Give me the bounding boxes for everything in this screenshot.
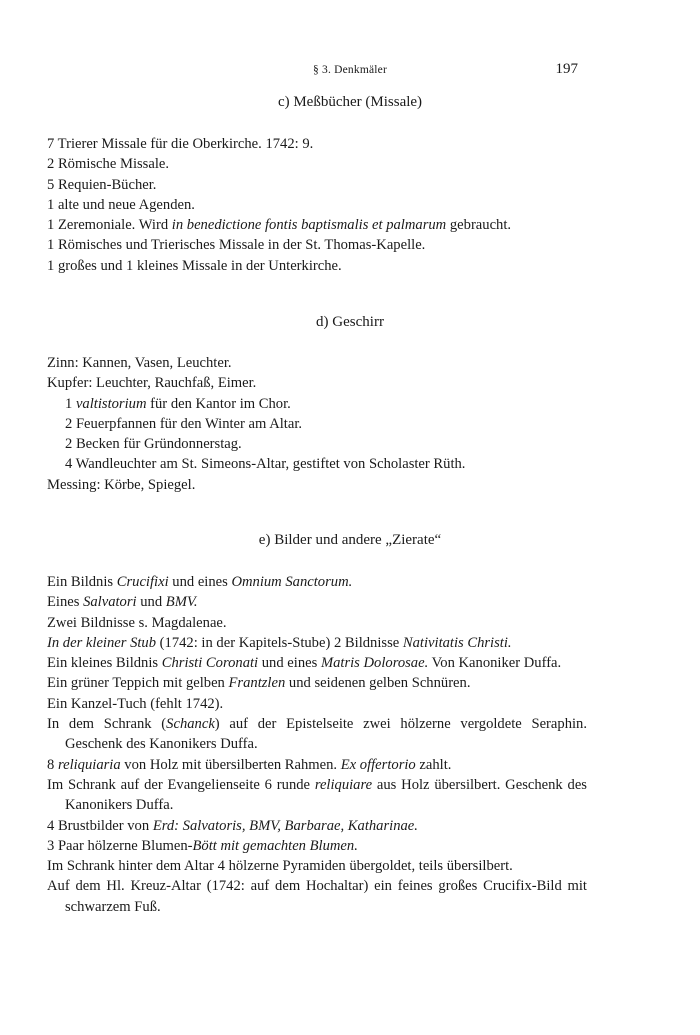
entry-text: 1 alte und neue Agenden. xyxy=(47,196,195,213)
entry-text: Eines xyxy=(47,594,84,611)
inventory-entry xyxy=(47,454,587,474)
latin-term: in benedictione fontis baptismalis et palmarum xyxy=(171,217,447,234)
latin-term: Schanck xyxy=(166,716,215,733)
entry-text: 7 Trierer Missale für die Oberkirche. 1742: 9. xyxy=(47,136,314,152)
entry-text: Ein Bildnis xyxy=(47,574,117,590)
entry-text: Kupfer: Leuchter, Rauchfaß, Eimer. xyxy=(47,375,257,392)
inventory-entry xyxy=(47,394,587,414)
inventory-entry xyxy=(47,714,587,755)
inventory-entry xyxy=(47,195,587,215)
inventory-entry xyxy=(47,373,587,393)
inventory-entry xyxy=(47,876,587,917)
latin-term: Bött mit gemachten Blumen. xyxy=(192,837,358,854)
latin-term: valtistorium xyxy=(75,395,147,412)
entry-text: 4 Brustbilder von xyxy=(47,817,153,834)
latin-term: Frantzlen xyxy=(228,675,286,692)
inventory-entry xyxy=(47,775,587,816)
latin-term: Salvatori xyxy=(83,594,137,611)
entry-text: zahlt. xyxy=(415,756,452,773)
inventory-entry xyxy=(47,755,587,775)
latin-term: Crucifixi xyxy=(116,574,169,590)
entry-text: 4 Wandleuchter am St. Simeons-Altar, gestiftet von Scholaster Rüth. xyxy=(65,456,466,473)
latin-term: BMV. xyxy=(165,594,198,611)
inventory-entry xyxy=(47,673,587,693)
entry-text: 3 Paar hölzerne Blumen- xyxy=(47,837,193,854)
latin-term: Ex offertorio xyxy=(340,756,416,773)
inventory-entry xyxy=(47,613,587,633)
entry-text: In dem Schrank ( xyxy=(47,716,167,733)
entry-text: Im Schrank hinter dem Altar 4 hölzerne Pyramiden übergoldet, teils übersilbert. xyxy=(47,858,513,875)
latin-term: In der kleiner Stub xyxy=(47,634,157,651)
entry-text: 5 Requien-Bücher. xyxy=(47,176,157,193)
latin-term: Omnium Sanctorum. xyxy=(231,574,353,590)
section-heading-missale: c) Meßbücher (Missale) xyxy=(277,94,423,110)
inventory-entry xyxy=(47,434,587,454)
inventory-entry xyxy=(47,475,587,495)
inventory-entry xyxy=(47,694,587,714)
entry-text: Von Kanoniker Duffa. xyxy=(428,655,562,672)
entry-text: und eines xyxy=(258,655,321,672)
entry-text: Im Schrank auf der Evangelienseite 6 runde xyxy=(47,776,315,793)
entry-text: von Holz mit übersilberten Rahmen. xyxy=(120,756,341,773)
inventory-entry xyxy=(47,215,587,235)
inventory-entry xyxy=(47,134,587,154)
inventory-entry xyxy=(47,633,587,653)
inventory-entry xyxy=(47,836,587,856)
section-heading-geschirr: d) Geschirr xyxy=(316,314,384,330)
entry-text: und xyxy=(136,594,166,611)
entry-text: (1742: in der Kapitels-Stube) 2 Bildnisse xyxy=(156,634,403,651)
latin-term: Nativitatis Christi. xyxy=(402,634,512,651)
entry-text: 1 Römisches und Trierisches Missale in der St. Thomas-Kapelle. xyxy=(47,237,426,254)
entry-text: Ein grüner Teppich mit gelben xyxy=(47,675,229,692)
latin-term: Erd: Salvatoris, BMV, Barbarae, Katharinae. xyxy=(152,817,418,834)
inventory-entry xyxy=(47,572,587,592)
section-entries-missale xyxy=(47,134,587,276)
entry-text: Ein kleines Bildnis xyxy=(47,655,162,672)
inventory-entry xyxy=(47,414,587,434)
inventory-entry xyxy=(47,353,587,373)
entry-text: Zwei Bildnisse s. Magdalenae. xyxy=(47,614,227,631)
entry-text: aus Holz übersilbert. Geschenk des Kanonikers Duffa. xyxy=(65,776,587,814)
entry-text: 2 Römische Missale. xyxy=(47,156,170,173)
inventory-entry xyxy=(47,235,587,255)
entry-text: 1 xyxy=(65,395,76,412)
section-entries-geschirr xyxy=(47,353,587,495)
inventory-entry xyxy=(47,856,587,876)
latin-term: Christi Coronati xyxy=(161,655,259,672)
entry-text: 1 Zeremoniale. Wird xyxy=(47,217,172,234)
inventory-entry xyxy=(47,653,587,673)
entry-text: für den Kantor im Chor. xyxy=(146,395,291,412)
latin-term: reliquiare xyxy=(314,776,373,793)
running-title: § 3. Denkmäler xyxy=(312,64,387,76)
inventory-entry xyxy=(47,175,587,195)
latin-term: reliquiaria xyxy=(57,756,121,773)
section-entries-bilder xyxy=(47,572,587,917)
entry-text: ) auf der Epistelseite zwei hölzerne vergoldete Seraphin. Geschenk des Kanonikers Duffa. xyxy=(65,716,587,753)
running-head xyxy=(0,61,700,81)
entry-text: Ein Kanzel-Tuch (fehlt 1742). xyxy=(47,695,224,712)
entry-text: Messing: Körbe, Spiegel. xyxy=(47,476,196,493)
entry-text: 8 xyxy=(47,756,58,773)
entry-text: 2 Becken für Gründonnerstag. xyxy=(65,436,242,453)
entry-text: Zinn: Kannen, Vasen, Leuchter. xyxy=(47,355,232,371)
inventory-entry xyxy=(47,592,587,612)
inventory-entry xyxy=(47,256,587,276)
entry-text: 2 Feuerpfannen für den Winter am Altar. xyxy=(65,415,303,432)
entry-text: 1 großes und 1 kleines Missale in der Unterkirche. xyxy=(47,257,342,274)
entry-text: und eines xyxy=(168,574,232,590)
entry-text: gebraucht. xyxy=(446,217,512,234)
latin-term: Matris Dolorosae. xyxy=(320,655,429,672)
page-number: 197 xyxy=(555,61,578,77)
inventory-entry xyxy=(47,816,587,836)
inventory-entry xyxy=(47,154,587,174)
entry-text: Auf dem Hl. Kreuz-Altar (1742: auf dem Hochaltar) ein feines großes Crucifix-Bild mit schwarzem Fuß. xyxy=(47,878,587,915)
section-heading-bilder: e) Bilder und andere „Zierate“ xyxy=(258,532,442,548)
entry-text: und seidenen gelben Schnüren. xyxy=(285,675,471,692)
